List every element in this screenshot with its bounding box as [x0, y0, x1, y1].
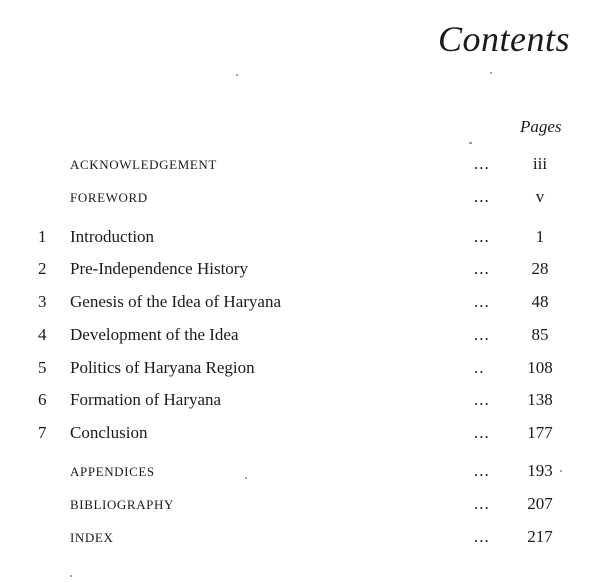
entry-label: APPENDICES	[70, 464, 155, 479]
entry-label: FOREWORD	[70, 190, 148, 205]
scan-speck	[560, 470, 562, 472]
entry-label: Formation of Haryana	[70, 390, 222, 409]
toc-entry-chapter-2[interactable]	[0, 259, 600, 283]
entry-label: Genesis of the Idea of Haryana	[70, 292, 281, 311]
dot-leader: ..	[474, 358, 485, 377]
entry-label: BIBLIOGRAPHY	[70, 497, 174, 512]
entry-page: iii	[532, 154, 548, 173]
entry-page: 177	[527, 423, 553, 442]
entry-page: 48	[531, 292, 549, 311]
toc-entry-chapter-4[interactable]	[0, 325, 600, 349]
entry-page: 138	[527, 390, 553, 409]
dot-leader: ...	[474, 154, 490, 173]
dot-leader: ...	[474, 292, 490, 311]
scan-speck	[469, 142, 472, 144]
entry-page: 217	[527, 527, 553, 546]
entry-label: Politics of Haryana Region	[70, 358, 255, 377]
entry-number: 1	[38, 227, 47, 246]
contents-title: Contents	[437, 19, 570, 59]
entry-page: 1	[535, 227, 545, 246]
entry-number: 7	[38, 423, 47, 442]
dot-leader: ...	[474, 259, 490, 278]
entry-label: ACKNOWLEDGEMENT	[70, 157, 217, 172]
dot-leader: ...	[474, 325, 490, 344]
dot-leader: ...	[474, 390, 490, 409]
toc-entry-appendices[interactable]	[0, 461, 600, 485]
toc-entry-foreword[interactable]	[0, 187, 600, 211]
entry-label: Pre-Independence History	[70, 259, 248, 278]
toc-entry-chapter-1[interactable]	[0, 227, 600, 251]
entry-label: INDEX	[70, 530, 114, 545]
toc-entry-acknowledgement[interactable]	[0, 154, 600, 178]
entry-page: 108	[527, 358, 553, 377]
entry-label: Introduction	[70, 227, 155, 246]
dot-leader: ...	[474, 461, 490, 480]
dot-leader: ...	[474, 227, 490, 246]
dot-leader: ...	[474, 527, 490, 546]
scan-speck	[236, 74, 238, 76]
dot-leader: ...	[474, 187, 490, 206]
scan-speck	[70, 575, 72, 577]
scan-speck	[245, 477, 247, 479]
dot-leader: ...	[474, 423, 490, 442]
entry-number: 6	[38, 390, 47, 409]
entry-page: 207	[527, 494, 553, 513]
entry-label: Development of the Idea	[70, 325, 239, 344]
scan-speck	[490, 72, 492, 74]
toc-entry-chapter-6[interactable]	[0, 390, 600, 414]
entry-page: 85	[531, 325, 549, 344]
entry-page: 28	[531, 259, 549, 278]
toc-entry-chapter-3[interactable]	[0, 292, 600, 316]
toc-entry-chapter-5[interactable]	[0, 358, 600, 382]
entry-page: 193	[527, 461, 553, 480]
entry-label: Conclusion	[70, 423, 148, 442]
toc-entry-chapter-7[interactable]	[0, 423, 600, 447]
pages-column-heading: Pages	[520, 117, 562, 136]
dot-leader: ...	[474, 494, 490, 513]
toc-entry-bibliography[interactable]	[0, 494, 600, 518]
entry-number: 4	[38, 325, 47, 344]
entry-page: v	[535, 187, 545, 206]
toc-entry-index[interactable]	[0, 527, 600, 551]
entry-number: 3	[38, 292, 47, 311]
entry-number: 5	[38, 358, 47, 377]
entry-number: 2	[38, 259, 47, 278]
